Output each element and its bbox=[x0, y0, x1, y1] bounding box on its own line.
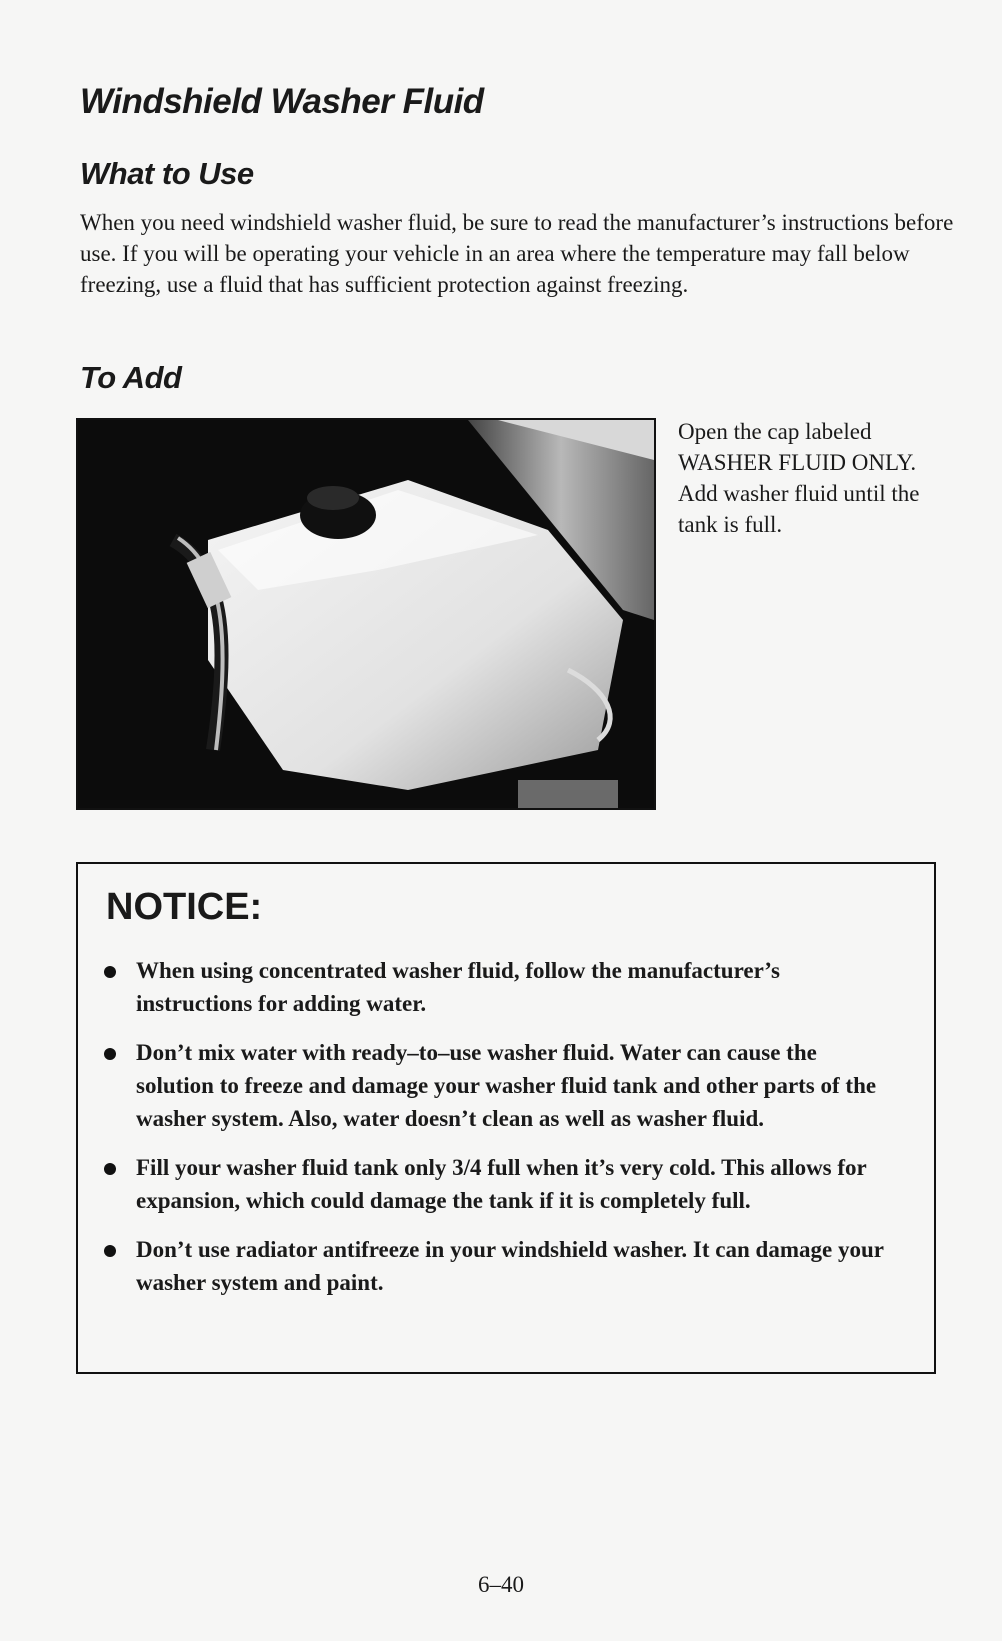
bullet-icon bbox=[104, 966, 116, 978]
notice-item bbox=[78, 954, 898, 1020]
notice-item bbox=[78, 1233, 898, 1299]
washer-reservoir-photo bbox=[76, 418, 656, 810]
notice-title: NOTICE: bbox=[106, 886, 263, 928]
bullet-icon bbox=[104, 1245, 116, 1257]
section-heading-what-to-use: What to Use bbox=[80, 156, 254, 191]
page-title: Windshield Washer Fluid bbox=[80, 82, 484, 121]
to-add-caption: Open the cap labeled WASHER FLUID ONLY. Add washer fluid until the tank is full. bbox=[678, 419, 920, 537]
section-heading-to-add: To Add bbox=[80, 360, 182, 395]
notice-item-text: When using concentrated washer fluid, follow the manufacturer’s instructions for adding water. bbox=[136, 958, 780, 1016]
notice-item-text: Don’t mix water with ready–to–use washer fluid. Water can cause the solution to freeze and damage your washer fluid tank and other parts of the washer system. Also, water doesn’t clean as well as washer fluid. bbox=[136, 1040, 877, 1131]
notice-item bbox=[78, 1151, 898, 1217]
what-to-use-body: When you need windshield washer fluid, be sure to read the manufacturer’s instructions before use. If you will be operating your vehicle in an area where the temperature may fall below freezing, use a fluid that has sufficient protection against freezing. bbox=[80, 210, 954, 297]
notice-box bbox=[76, 862, 936, 1374]
notice-item bbox=[78, 1036, 898, 1135]
notice-list bbox=[78, 954, 898, 1315]
bullet-icon bbox=[104, 1163, 116, 1175]
page-number: 6–40 bbox=[478, 1572, 524, 1597]
notice-item-text: Fill your washer fluid tank only 3/4 full when it’s very cold. This allows for expansion, which could damage the tank if it is completely full. bbox=[136, 1155, 867, 1213]
notice-item-text: Don’t use radiator antifreeze in your windshield washer. It can damage your washer system and paint. bbox=[136, 1237, 884, 1295]
bullet-icon bbox=[104, 1048, 116, 1060]
